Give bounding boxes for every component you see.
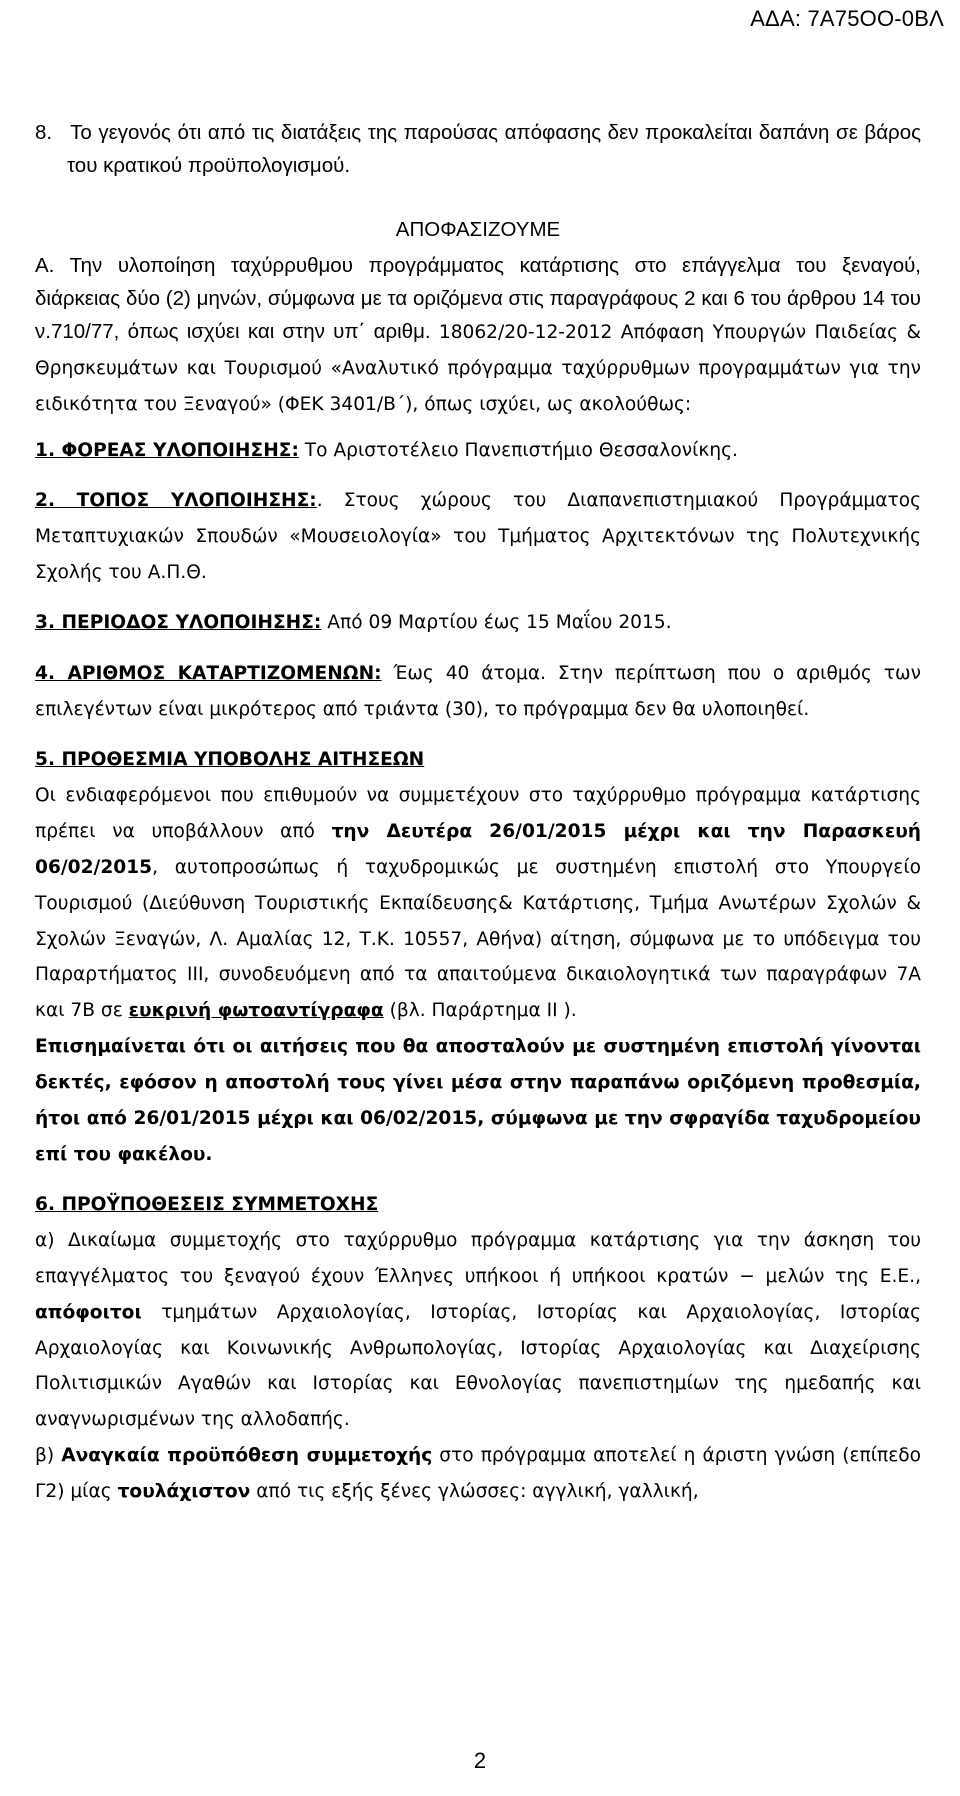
- section-6-b: [35, 1438, 921, 1510]
- section-4: [35, 656, 921, 728]
- decision-title: ΑΠΟΦΑΣΙΖΟΥΜΕ: [395, 218, 561, 241]
- section-6-label: 6. ΠΡΟΫΠΟΘΕΣΕΙΣ ΣΥΜΜΕΤΟΧΗΣ: [35, 1193, 379, 1215]
- page-number: 2: [473, 1748, 487, 1773]
- section-5-body: [35, 778, 921, 1029]
- item-a-text-part1: Την υλοποίηση ταχύρρυθμου προγράμματος κατάρτισης στο επάγγελμα του ξεναγού, διάρκειας δύο (2) μηνών, σύμφωνα με τα οριζόμενα στις παραγράφους 2 και 6 του άρθρου 14 του ν.710/77, όπως ισχύει και στην υπ΄ αριθμ.: [35, 254, 921, 343]
- section-6-a-text-1: α) Δικαίωμα συμμετοχής στο ταχύρρυθμο πρόγραμμα κατάρτισης για την άσκηση του επαγγέλματος του ξεναγού έχουν Έλληνες υπήκοοι ή υπήκοοι κρατών − μελών της Ε.Ε.,: [35, 1229, 921, 1287]
- section-6-a: [35, 1223, 921, 1438]
- section-3-label: 3. ΠΕΡΙΟΔΟΣ ΥΛΟΠΟΙΗΣΗΣ:: [35, 612, 322, 634]
- section-6-a-text-2: τμημάτων Αρχαιολογίας, Ιστορίας, Ιστορίας και Αρχαιολογίας, Ιστορίας Αρχαιολογίας και Κοινωνικής Ανθρωπολογίας, Ιστορίας Αρχαιολογίας και Διαχείρισης Πολιτισμικών Αγαθών και Ιστορίας και Εθνολογίας πανεπιστημίων της ημεδαπής και αναγνωρισμένων της αλλοδαπής.: [35, 1301, 921, 1431]
- section-5: [35, 742, 921, 1173]
- section-6-b-text-2: στο πρόγραμμα αποτελεί η άριστη γνώση (επίπεδο Γ2) μίας: [35, 1445, 922, 1503]
- section-5-text-3: (βλ. Παράρτημα ΙΙ ).: [383, 1000, 577, 1022]
- section-5-text-2: , αυτοπροσώπως ή ταχυδρομικώς με συστημένη επιστολή στο Υπουργείο Τουρισμού (Διεύθυνση Τουριστικής Εκπαίδευσης& Κατάρτισης, Τμήμα Ανωτέρων Σχολών & Σχολών Ξεναγών, Λ. Αμαλίας 12, Τ.Κ. 10557, Αθήνα) αίτηση, σύμφωνα με το υπόδειγμα του Παραρτήματος ΙΙΙ, συνοδευόμενη από τα απαιτούμενα δικαιολογητικά των παραγράφων 7Α και 7Β σε: [35, 856, 921, 1022]
- item-8-number: 8.: [35, 121, 53, 144]
- section-1-label: 1. ΦΟΡΕΑΣ ΥΛΟΠΟΙΗΣΗΣ:: [35, 439, 299, 461]
- section-1: [35, 433, 921, 469]
- section-4-text: Έως 40 άτομα. Στην περίπτωση που ο αριθμός των επιλεγέντων είναι μικρότερος από τριάντα (30), το πρόγραμμα δεν θα υλοποιηθεί.: [35, 662, 921, 720]
- section-3-text: Από 09 Μαρτίου έως 15 Μαΐου 2015.: [321, 612, 672, 634]
- item-a-number: Α.: [35, 254, 55, 277]
- section-5-notice: Επισημαίνεται ότι οι αιτήσεις που θα αποσταλούν με συστημένη επιστολή γίνονται δεκτές, εφόσον η αποστολή τους γίνει μέσα στην παραπάνω οριζόμενη προθεσμία, ήτοι από 26/01/2015 μέχρι και 06/02/2015, σύμφωνα με την σφραγίδα ταχυδρομείου επί του φακέλου.: [35, 1036, 921, 1165]
- section-6-a-graduates: απόφοιτοι: [35, 1301, 142, 1323]
- section-5-label: 5. ΠΡΟΘΕΣΜΙΑ ΥΠΟΒΟΛΗΣ ΑΙΤΗΣΕΩΝ: [35, 749, 425, 771]
- item-8: [35, 116, 921, 182]
- section-2-label: 2. ΤΟΠΟΣ ΥΛΟΠΟΙΗΣΗΣ:: [35, 489, 317, 511]
- section-4-label: 4. ΑΡΙΘΜΟΣ ΚΑΤΑΡΤΙΖΟΜΕΝΩΝ:: [35, 662, 382, 684]
- section-2: [35, 483, 921, 592]
- section-6: [35, 1187, 921, 1510]
- section-5-copies: ευκρινή φωτοαντίγραφα: [128, 1000, 384, 1022]
- section-6-b-requirement: Αναγκαία προϋπόθεση συμμετοχής: [61, 1445, 433, 1467]
- section-5-text-1: Οι ενδιαφερόμενοι που επιθυμούν να συμμετέχουν στο ταχύρρυθμο πρόγραμμα κατάρτισης πρέπει να υποβάλλουν από: [35, 784, 921, 842]
- section-6-b-text-3: από τις εξής ξένες γλώσσες: αγγλική, γαλλική,: [250, 1481, 699, 1503]
- item-a-text-part2: 18062/20-12-2012 Απόφαση Υπουργών Παιδείας & Θρησκευμάτων και Τουρισμού «Αναλυτικό πρόγραμμα ταχύρρυθμων προγραμμάτων για την ειδικότητα του Ξεναγού» (ΦΕΚ 3401/Β΄), όπως ισχύει, ως ακολούθως:: [35, 322, 921, 416]
- document-body: [35, 116, 921, 1510]
- item-8-text: Το γεγονός ότι από τις διατάξεις της παρούσας απόφασης δεν προκαλείται δαπάνη σε βάρος του κρατικού προϋπολογισμού.: [67, 121, 921, 177]
- item-a: [35, 249, 921, 424]
- section-6-b-text-1: β): [35, 1445, 62, 1467]
- section-1-text: Το Αριστοτέλειο Πανεπιστήμιο Θεσσαλονίκης.: [298, 439, 738, 461]
- ada-header: ΑΔΑ: 7Α75ΟΟ-0ΒΛ: [750, 6, 944, 31]
- section-5-dates: την Δευτέρα 26/01/2015 μέχρι και την Παρασκευή 06/02/2015: [35, 820, 921, 878]
- section-5-heading: [35, 742, 921, 778]
- section-3: [35, 605, 921, 641]
- section-6-heading: [35, 1187, 921, 1223]
- section-2-text: . Στους χώρους του Διαπανεπιστημιακού Προγράμματος Μεταπτυχιακών Σπουδών «Μουσειολογία» του Τμήματος Αρχιτεκτόνων της Πολυτεχνικής Σχολής του Α.Π.Θ.: [35, 489, 921, 584]
- section-6-b-at-least: τουλάχιστον: [117, 1481, 251, 1503]
